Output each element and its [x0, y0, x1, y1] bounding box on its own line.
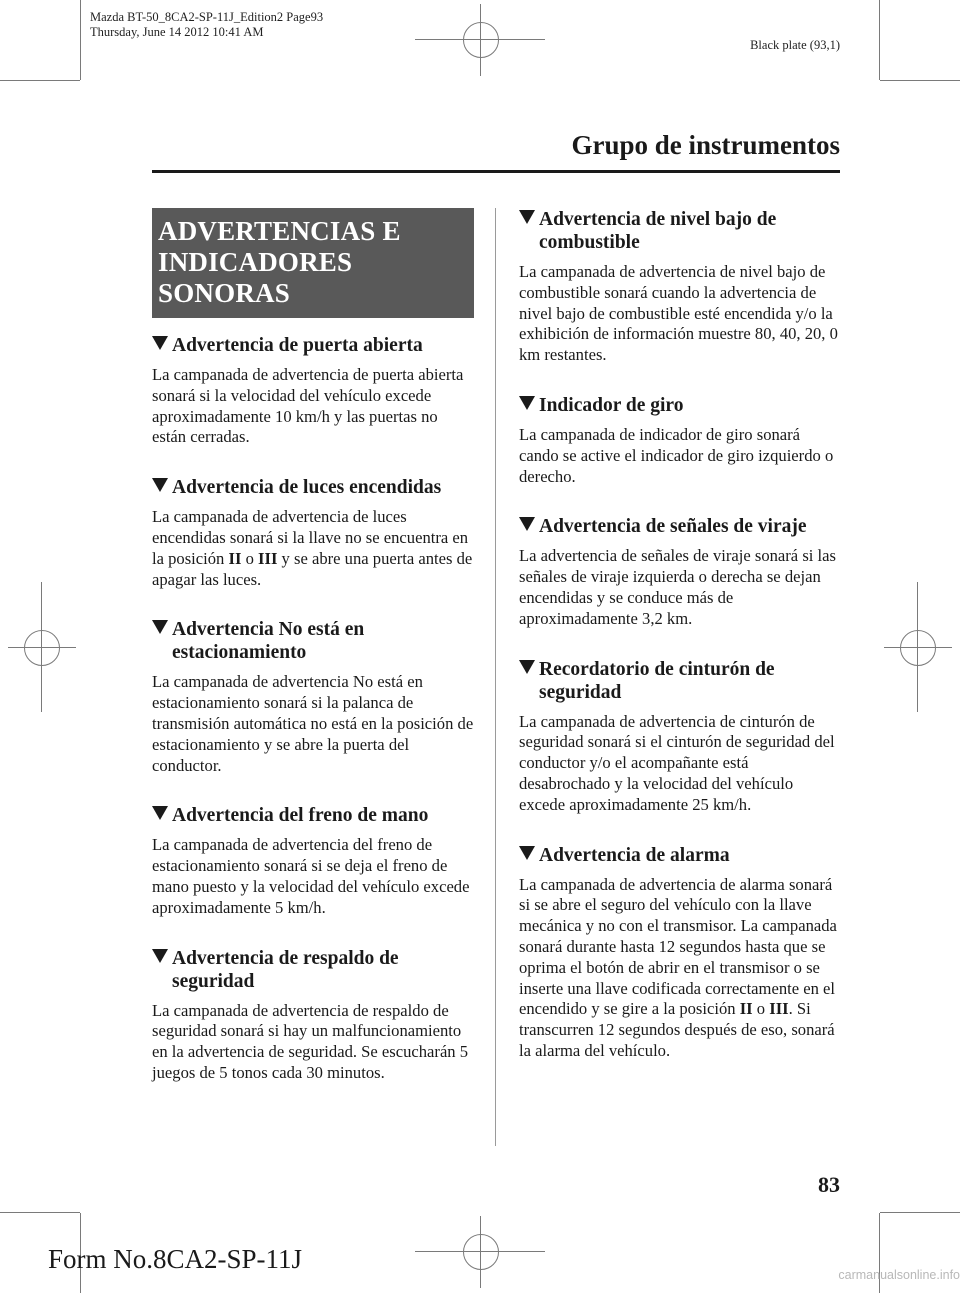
triangle-bullet-icon	[519, 210, 535, 224]
section-heading: Advertencia de señales de viraje	[519, 515, 841, 538]
triangle-bullet-icon	[152, 336, 168, 350]
triangle-bullet-icon	[519, 660, 535, 674]
triangle-bullet-icon	[519, 517, 535, 531]
section-body: La campanada de advertencia de respaldo de seguridad sonará si hay un malfuncionamiento en la advertencia de seguridad. Se escucharán 5 juegos de 5 tonos cada 30 minutos.	[152, 1000, 469, 1082]
section-handbrake-warning	[152, 804, 474, 918]
position-label: II	[228, 548, 242, 568]
section-heading: Recordatorio de cinturón de seguridad	[519, 658, 841, 704]
section-body: La campanada de advertencia de nivel bajo de combustible sonará cuando la advertencia de nivel bajo de combustible esté encendida y/o la exhibición de información muestre 80, 40, 20, 0 km restantes.	[519, 262, 838, 365]
section-body: La campanada de advertencia de cinturón de seguridad sonará si el cinturón de seguridad del conductor y/o el acompañante está desabrochado y la velocidad del vehículo excede aproximadamente 25 km/h.	[519, 711, 835, 814]
section-banner	[152, 208, 474, 318]
position-label: II	[739, 999, 753, 1019]
position-label: III	[769, 999, 789, 1019]
print-meta-line1: Mazda BT-50_8CA2-SP-11J_Edition2 Page93	[90, 10, 324, 24]
section-heading: Advertencia No está en estacionamiento	[152, 618, 474, 664]
position-label: III	[258, 548, 278, 568]
section-door-warning	[152, 334, 474, 448]
section-heading: Advertencia de respaldo de seguridad	[152, 947, 474, 993]
right-column	[519, 208, 841, 1090]
banner-line2: INDICADORES SONORAS	[158, 247, 353, 308]
triangle-bullet-icon	[519, 396, 535, 410]
section-body: La campanada de advertencia del freno de estacionamiento sonará si se deja el freno de mano puesto y la velocidad del vehículo excede aproximadamente 5 km/h.	[152, 835, 470, 917]
section-heading: Indicador de giro	[519, 394, 841, 417]
section-alarm-warning	[519, 844, 841, 1062]
triangle-bullet-icon	[152, 620, 168, 634]
section-heading: Advertencia de puerta abierta	[152, 334, 474, 357]
section-body: La advertencia de señales de viraje sonará si las señales de viraje izquierda o derecha se dejan encendidas y se conduce más de aproximadamente 3,2 km.	[519, 546, 836, 628]
print-meta-line2: Thursday, June 14 2012 10:41 AM	[90, 25, 264, 39]
column-divider	[495, 208, 496, 1146]
section-turn-indicator	[519, 394, 841, 487]
section-heading: Advertencia de luces encendidas	[152, 476, 474, 499]
left-column	[152, 208, 474, 1112]
section-heading: Advertencia del freno de mano	[152, 804, 474, 827]
watermark: carmanualsonline.info	[838, 1268, 960, 1282]
section-lights-warning	[152, 476, 474, 590]
triangle-bullet-icon	[152, 949, 168, 963]
header-rule	[152, 170, 840, 173]
form-number: Form No.8CA2-SP-11J	[48, 1244, 303, 1274]
section-security-backup-warning	[152, 947, 474, 1084]
section-seatbelt-reminder	[519, 658, 841, 816]
page-title: Grupo de instrumentos	[571, 130, 840, 160]
triangle-bullet-icon	[152, 806, 168, 820]
page-number: 83	[818, 1172, 840, 1197]
section-body: La campanada de advertencia de luces encendidas sonará si la llave no se encuentra en la posición II o III y se abre una puerta antes de apagar las luces.	[152, 507, 473, 589]
triangle-bullet-icon	[519, 846, 535, 860]
section-body: La campanada de advertencia de puerta abierta sonará si la velocidad del vehículo excede aproximadamente 10 km/h y las puertas no están cerradas.	[152, 365, 464, 447]
section-body: La campanada de advertencia de alarma sonará si se abre el seguro del vehículo con la llave mecánica y no con el transmisor. La campanada sonará durante hasta 12 segundos hasta que se oprima el botón de abrir en el transmisor o se inserte una llave codificada correctamente en el encendido y se gire a la posición II o III. Si transcurren 12 segundos después de eso, sonará la alarma del vehículo.	[519, 874, 837, 1060]
section-fuel-warning	[519, 208, 841, 366]
triangle-bullet-icon	[152, 478, 168, 492]
section-park-warning	[152, 618, 474, 776]
section-body: La campanada de indicador de giro sonará cando se active el indicador de giro izquierdo o derecho.	[519, 424, 834, 486]
section-heading: Advertencia de nivel bajo de combustible	[519, 208, 841, 254]
section-turn-signal-warning	[519, 515, 841, 629]
section-body: La campanada de advertencia No está en estacionamiento sonará si la palanca de transmisión automática no está en la posición de estacionamiento y se abre la puerta del conductor.	[152, 672, 474, 775]
plate-label: Black plate (93,1)	[750, 38, 840, 52]
print-meta	[90, 10, 323, 40]
banner-line1: ADVERTENCIAS E	[158, 216, 401, 246]
section-heading: Advertencia de alarma	[519, 844, 841, 867]
